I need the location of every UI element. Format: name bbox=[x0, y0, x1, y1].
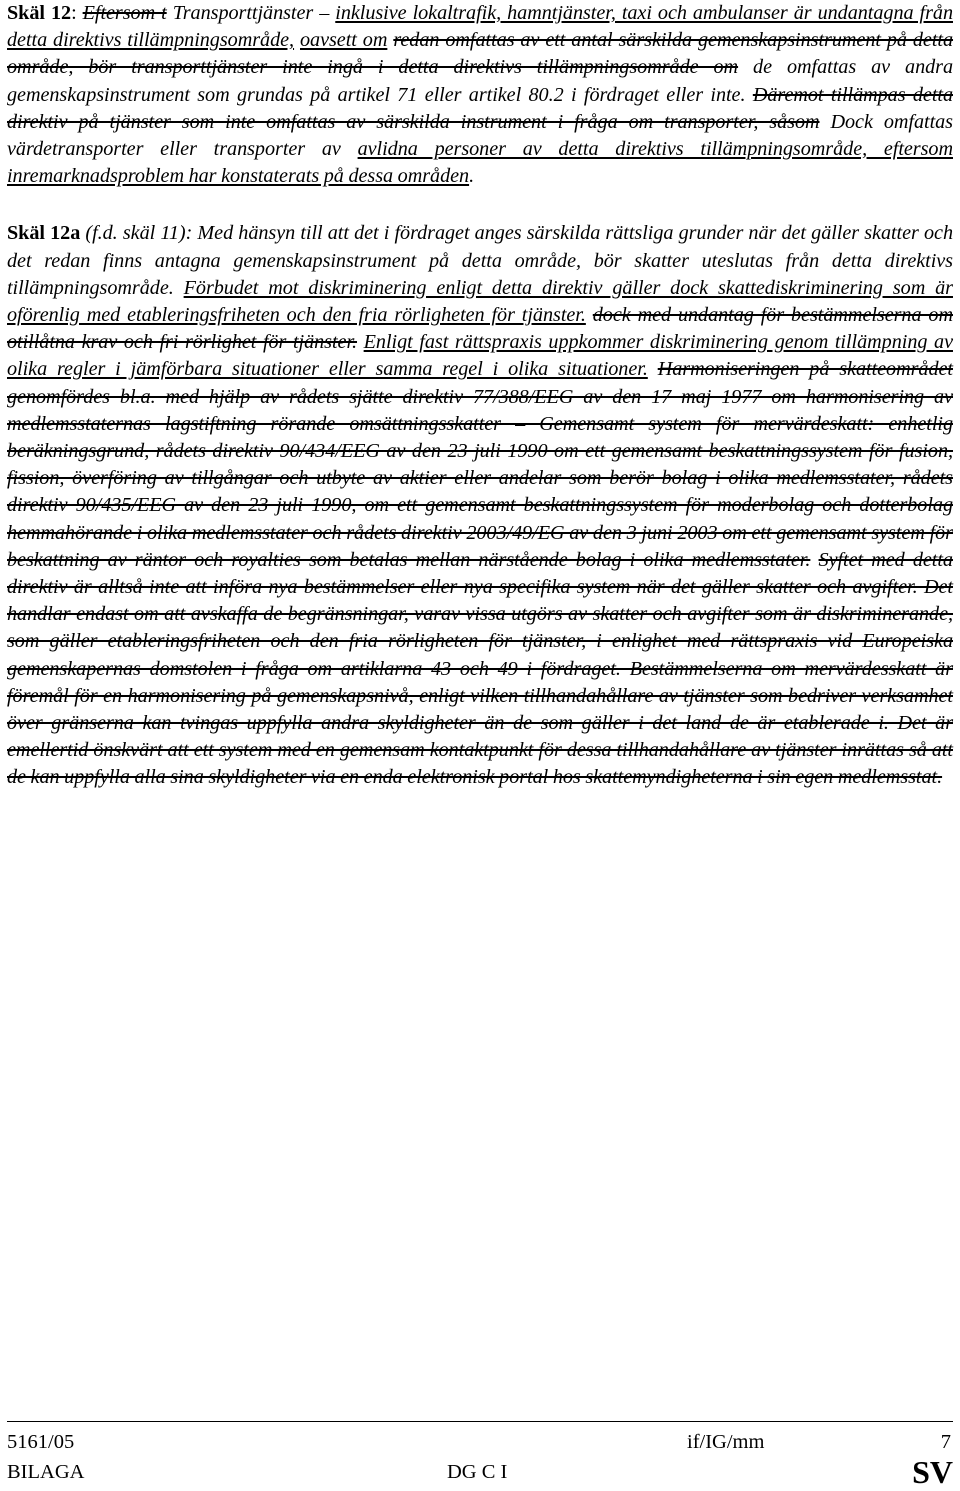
recital-12-text-3: Dock omfattas värdetransporter eller transporter av bbox=[7, 110, 953, 161]
recital-12-text-1: Transporttjänster bbox=[166, 2, 320, 24]
recital-12-text-2: de omfattas av andra gemenskapsinstrument som grundas på artikel 71 eller artikel 80.2 i fördraget eller inte. bbox=[7, 56, 954, 106]
recital-12a bbox=[7, 220, 953, 791]
recital-12-dash: – bbox=[319, 2, 336, 24]
recital-12a-space-2 bbox=[357, 331, 364, 353]
recital-12-deleted-1: Eftersom t bbox=[82, 2, 167, 24]
footer-page-number: 7 bbox=[940, 1431, 951, 1453]
recital-12a-space-3 bbox=[648, 358, 658, 380]
recital-12a-space-1 bbox=[586, 304, 593, 326]
recital-12a-inserted-1: Förbudet mot diskriminering enligt detta direktiv gäller dock skattediskriminering som är oförenlig med etableringsfriheten och den fria rörligheten för tjänster. bbox=[7, 276, 953, 327]
recital-12-label: Skäl 12 bbox=[7, 2, 72, 24]
recital-12-inserted-3: avlidna personer av detta direktivs tillämpningsområde, eftersom inremarknadsproblem har konstaterats på dessa områden bbox=[7, 138, 953, 188]
recital-12a-space-4 bbox=[810, 549, 818, 571]
recital-12a-intro: skäl 11): Med hänsyn till att det i fördraget anges särskilda rättsliga grunder när det gäller skatter och det redan finns antagna gemenskapsinstrument på detta område, bör skatter uteslutas från detta direktivs tillämpningsområde. bbox=[7, 222, 953, 299]
recital-12a-label: Skäl 12a bbox=[7, 222, 81, 245]
footer-divider bbox=[7, 1421, 953, 1422]
recital-12-deleted-3: Däremot tillämpas detta direktiv på tjänster som inte omfattas av särskilda instrument i fråga om transporter, såsom bbox=[7, 83, 953, 133]
recital-12-deleted-2: redan omfattas av ett antal särskilda gemenskapsinstrument på detta område, bör transporttjänster inte ingå i detta direktivs tillämpningsområde om bbox=[7, 29, 954, 79]
footer-reference: if/IG/mm bbox=[687, 1431, 765, 1453]
recital-12a-deleted-2: Harmoniseringen på skatteområdet genomfördes bl.a. med hjälp av rådets sjätte direktiv 77/388/EEG av den 17 maj 1977 om harmonisering av medlemsstaternas lagstiftning rörande omsättningsskatter – Gemensamt system för mervärdeskatt: enhetlig beräkningsgrund, rådets direktiv 90/434/EEG av den 23 juli 1990 om ett gemensamt beskattningssystem för fusion, fission, överföring av tillgångar och utbyte av aktier eller andelar som berör bolag i olika medlemsstater, rådets direktiv 90/435/EEG av den 23 juli 1990, om ett gemensamt beskattningssystem för moderbolag och dotterbolag hemmahörande i olika medlemsstater och rådets direktiv 2003/49/EG av den 3 juni 2003 om ett gemensamt system för beskattning av räntor och royalties som betalas mellan närstående bolag i olika medlemsstater. bbox=[7, 358, 953, 571]
recital-12-colon: : bbox=[71, 2, 83, 24]
recital-12a-deleted-3: Syftet med detta direktiv är alltså inte att införa nya bestämmelser eller nya specifika system när det gäller skatter och avgifter. Det handlar endast om att avskaffa de begränsningar, varav vissa utgörs av skatter och avgifter som är diskriminerande, som gäller etableringsfriheten och den fria rörligheten för tjänster, i enlighet med rättspraxis vid Europeiska gemenskapernas domstolen i fråga om artiklarna 43 och 49 i fördraget. Bestämmelserna om mervärdesskatt är föremål för en harmonisering på gemenskapsnivå, enligt vilken tillhandahållare av tjänster som bedriver verksamhet över gränserna kan tvingas uppfylla andra skyldigheter än de som gäller i det land de är etablerade i. Det är emellertid önskvärt att ett system med en gemensam kontaktpunkt för dessa tillhandahållare av tjänster inrättas så att de kan uppfylla alla sina skyldigheter via en enda elektronisk portal hos skattemyndigheterna i sin egen medlemsstat. bbox=[7, 548, 953, 789]
footer-doc-number: 5161/05 bbox=[7, 1431, 75, 1453]
recital-12-end: . bbox=[469, 165, 475, 188]
document-page bbox=[7, 0, 953, 792]
recital-12 bbox=[7, 0, 953, 190]
footer-annex-label: BILAGA bbox=[7, 1461, 85, 1483]
recital-12a-deleted-1: dock med undantag för bestämmelserna om otillåtna krav och fri rörlighet för tjänster. bbox=[7, 304, 953, 354]
recital-12a-inserted-2: Enligt fast rättspraxis uppkommer diskriminering genom tillämpning av olika regler i jämförbara situationer eller samma regel i olika situationer. bbox=[7, 331, 953, 381]
footer-dg-label: DG C I bbox=[447, 1461, 508, 1483]
recital-12-inserted-2: oavsett om bbox=[300, 29, 388, 52]
footer-language-code: SV bbox=[912, 1454, 953, 1490]
recital-12a-ref: (f.d. bbox=[80, 222, 118, 245]
recital-12-inserted-1: inklusive lokaltrafik, hamntjänster, taxi och ambulanser är undantagna från detta direktivs tillämpningsområde, bbox=[7, 2, 953, 52]
